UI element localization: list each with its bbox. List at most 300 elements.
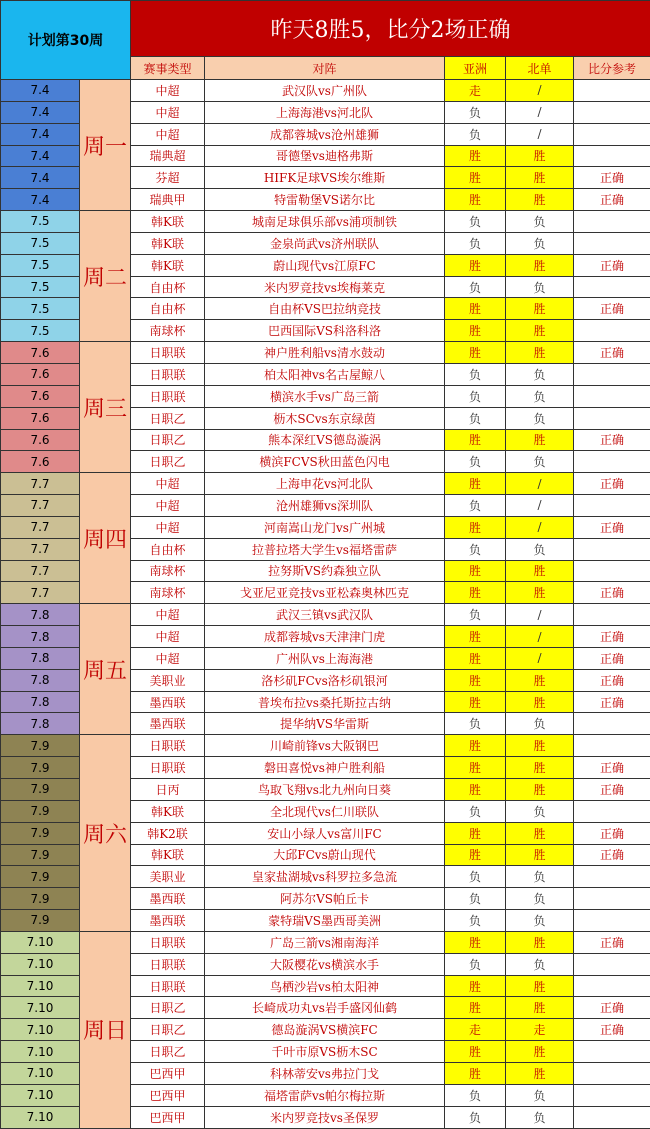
match-teams: 神户胜利船vs清水鼓动: [205, 342, 445, 364]
score-reference: [574, 1106, 650, 1128]
beidan-result: 负: [506, 866, 574, 888]
asia-result: 走: [445, 80, 506, 102]
score-reference: [574, 385, 650, 407]
match-teams: 成都蓉城vs天津津门虎: [205, 626, 445, 648]
beidan-result: 负: [506, 800, 574, 822]
league-type: 日职乙: [131, 1019, 205, 1041]
score-reference: 正确: [574, 342, 650, 364]
score-reference: [574, 407, 650, 429]
match-date: 7.5: [1, 211, 80, 233]
league-type: 日职乙: [131, 451, 205, 473]
league-type: 中超: [131, 495, 205, 517]
match-teams: 阿苏尔VS帕丘卡: [205, 888, 445, 910]
beidan-result: 胜: [506, 189, 574, 211]
match-teams: 千叶市原VS枥木SC: [205, 1041, 445, 1063]
asia-result: 负: [445, 866, 506, 888]
league-type: 日职联: [131, 757, 205, 779]
asia-result: 负: [445, 363, 506, 385]
match-date: 7.9: [1, 757, 80, 779]
match-date: 7.10: [1, 931, 80, 953]
table-row: [1, 211, 650, 233]
league-type: 墨西联: [131, 713, 205, 735]
league-type: 芬超: [131, 167, 205, 189]
match-teams: 蔚山现代vs江原FC: [205, 254, 445, 276]
match-teams: 蒙特瑞VS墨西哥美洲: [205, 910, 445, 932]
score-reference: 正确: [574, 298, 650, 320]
asia-result: 负: [445, 232, 506, 254]
league-type: 中超: [131, 604, 205, 626]
header-asia: 亚洲: [445, 57, 506, 80]
match-date: 7.7: [1, 582, 80, 604]
beidan-result: 胜: [506, 691, 574, 713]
asia-result: 走: [445, 1019, 506, 1041]
asia-result: 负: [445, 1106, 506, 1128]
match-date: 7.7: [1, 495, 80, 517]
asia-result: 胜: [445, 975, 506, 997]
asia-result: 胜: [445, 757, 506, 779]
beidan-result: 负: [506, 1084, 574, 1106]
league-type: 日职乙: [131, 1041, 205, 1063]
league-type: 瑞典超: [131, 145, 205, 167]
match-teams: 普埃布拉vs桑托斯拉古纳: [205, 691, 445, 713]
asia-result: 负: [445, 101, 506, 123]
asia-result: 胜: [445, 342, 506, 364]
asia-result: 负: [445, 123, 506, 145]
match-teams: 长崎成功丸vs岩手盛冈仙鹤: [205, 997, 445, 1019]
asia-result: 负: [445, 538, 506, 560]
score-reference: 正确: [574, 1019, 650, 1041]
beidan-result: 负: [506, 211, 574, 233]
match-teams: 广岛三箭vs湘南海洋: [205, 931, 445, 953]
match-teams: 沧州雄狮vs深圳队: [205, 495, 445, 517]
match-date: 7.4: [1, 145, 80, 167]
asia-result: 胜: [445, 145, 506, 167]
table-row: [1, 735, 650, 757]
match-date: 7.8: [1, 713, 80, 735]
score-reference: [574, 101, 650, 123]
asia-result: 负: [445, 888, 506, 910]
league-type: 日职联: [131, 363, 205, 385]
asia-result: 胜: [445, 560, 506, 582]
asia-result: 负: [445, 910, 506, 932]
asia-result: 负: [445, 953, 506, 975]
match-date: 7.9: [1, 844, 80, 866]
score-reference: [574, 80, 650, 102]
match-teams: 自由杯VS巴拉纳竞技: [205, 298, 445, 320]
asia-result: 胜: [445, 669, 506, 691]
league-type: 自由杯: [131, 276, 205, 298]
league-type: 韩K联: [131, 800, 205, 822]
weekday-label: 周五: [80, 604, 131, 735]
league-type: 南球杯: [131, 560, 205, 582]
beidan-result: 胜: [506, 1062, 574, 1084]
table-row: [1, 342, 650, 364]
match-teams: 鸟取飞翔vs北九州向日葵: [205, 779, 445, 801]
match-date: 7.4: [1, 101, 80, 123]
score-reference: 正确: [574, 997, 650, 1019]
match-date: 7.4: [1, 80, 80, 102]
asia-result: 胜: [445, 997, 506, 1019]
league-type: 日职乙: [131, 997, 205, 1019]
score-reference: [574, 1084, 650, 1106]
match-date: 7.7: [1, 538, 80, 560]
asia-result: 负: [445, 800, 506, 822]
asia-result: 胜: [445, 931, 506, 953]
league-type: 巴西甲: [131, 1062, 205, 1084]
match-date: 7.4: [1, 189, 80, 211]
score-reference: [574, 910, 650, 932]
asia-result: 胜: [445, 626, 506, 648]
league-type: 墨西联: [131, 910, 205, 932]
beidan-result: 胜: [506, 342, 574, 364]
score-reference: [574, 1062, 650, 1084]
league-type: 墨西联: [131, 888, 205, 910]
match-date: 7.8: [1, 626, 80, 648]
beidan-result: 胜: [506, 669, 574, 691]
score-reference: 正确: [574, 429, 650, 451]
beidan-result: 胜: [506, 735, 574, 757]
asia-result: 胜: [445, 516, 506, 538]
match-date: 7.5: [1, 254, 80, 276]
match-teams: 提华纳VS华雷斯: [205, 713, 445, 735]
beidan-result: 胜: [506, 779, 574, 801]
score-reference: [574, 975, 650, 997]
match-date: 7.10: [1, 1041, 80, 1063]
score-reference: 正确: [574, 582, 650, 604]
league-type: 日职联: [131, 342, 205, 364]
league-type: 中超: [131, 80, 205, 102]
beidan-result: 负: [506, 276, 574, 298]
score-reference: 正确: [574, 669, 650, 691]
weekday-label: 周六: [80, 735, 131, 932]
header-score-ref: 比分参考: [574, 57, 650, 80]
league-type: 自由杯: [131, 538, 205, 560]
score-reference: 正确: [574, 626, 650, 648]
asia-result: 胜: [445, 298, 506, 320]
match-date: 7.4: [1, 167, 80, 189]
match-date: 7.5: [1, 232, 80, 254]
beidan-result: 负: [506, 713, 574, 735]
score-reference: 正确: [574, 473, 650, 495]
score-reference: [574, 232, 650, 254]
league-type: 日职联: [131, 953, 205, 975]
match-teams: 金泉尚武vs济州联队: [205, 232, 445, 254]
league-type: 美职业: [131, 669, 205, 691]
beidan-result: 负: [506, 888, 574, 910]
match-date: 7.10: [1, 975, 80, 997]
beidan-result: 胜: [506, 254, 574, 276]
match-date: 7.5: [1, 320, 80, 342]
match-date: 7.8: [1, 691, 80, 713]
score-reference: [574, 276, 650, 298]
beidan-result: 胜: [506, 167, 574, 189]
score-reference: [574, 1041, 650, 1063]
beidan-result: 负: [506, 451, 574, 473]
match-date: 7.9: [1, 800, 80, 822]
weekday-label: 周日: [80, 931, 131, 1128]
beidan-result: 负: [506, 538, 574, 560]
league-type: 巴西甲: [131, 1106, 205, 1128]
score-reference: [574, 560, 650, 582]
beidan-result: /: [506, 80, 574, 102]
match-teams: 大阪樱花vs横滨水手: [205, 953, 445, 975]
match-teams: 上海海港vs河北队: [205, 101, 445, 123]
score-reference: [574, 866, 650, 888]
match-teams: 磐田喜悦vs神户胜利船: [205, 757, 445, 779]
league-type: 韩K联: [131, 844, 205, 866]
league-type: 韩K联: [131, 232, 205, 254]
league-type: 美职业: [131, 866, 205, 888]
asia-result: 负: [445, 1084, 506, 1106]
score-reference: [574, 451, 650, 473]
match-teams: 拉努斯VS约森独立队: [205, 560, 445, 582]
score-reference: 正确: [574, 779, 650, 801]
asia-result: 胜: [445, 429, 506, 451]
weekday-label: 周一: [80, 80, 131, 211]
match-teams: 洛杉矶FCvs洛杉矶银河: [205, 669, 445, 691]
match-teams: 戈亚尼亚竞技vs亚松森奥林匹克: [205, 582, 445, 604]
beidan-result: 负: [506, 407, 574, 429]
league-type: 日职联: [131, 385, 205, 407]
score-reference: [574, 145, 650, 167]
beidan-result: 负: [506, 1106, 574, 1128]
score-reference: [574, 538, 650, 560]
beidan-result: 胜: [506, 320, 574, 342]
match-teams: HIFK足球VS埃尔维斯: [205, 167, 445, 189]
league-type: 中超: [131, 626, 205, 648]
score-reference: 正确: [574, 516, 650, 538]
header-league-type: 赛事类型: [131, 57, 205, 80]
match-date: 7.5: [1, 276, 80, 298]
asia-result: 胜: [445, 254, 506, 276]
beidan-result: 胜: [506, 975, 574, 997]
match-date: 7.9: [1, 779, 80, 801]
weekday-label: 周四: [80, 473, 131, 604]
beidan-result: 负: [506, 910, 574, 932]
asia-result: 负: [445, 276, 506, 298]
league-type: 韩K联: [131, 254, 205, 276]
match-teams: 横滨水手vs广岛三箭: [205, 385, 445, 407]
asia-result: 胜: [445, 582, 506, 604]
beidan-result: /: [506, 495, 574, 517]
match-date: 7.10: [1, 1019, 80, 1041]
score-reference: 正确: [574, 931, 650, 953]
asia-result: 胜: [445, 822, 506, 844]
score-reference: [574, 363, 650, 385]
score-reference: [574, 735, 650, 757]
match-date: 7.8: [1, 647, 80, 669]
score-reference: [574, 211, 650, 233]
beidan-result: 负: [506, 385, 574, 407]
match-teams: 特雷勒堡VS诺尔比: [205, 189, 445, 211]
match-teams: 河南嵩山龙门vs广州城: [205, 516, 445, 538]
score-reference: 正确: [574, 691, 650, 713]
beidan-result: /: [506, 516, 574, 538]
league-type: 南球杯: [131, 582, 205, 604]
match-teams: 广州队vs上海海港: [205, 647, 445, 669]
league-type: 中超: [131, 101, 205, 123]
match-date: 7.6: [1, 363, 80, 385]
match-teams: 鸟栖沙岩vs柏太阳神: [205, 975, 445, 997]
beidan-result: /: [506, 101, 574, 123]
table-row: [1, 604, 650, 626]
match-teams: 成都蓉城vs沧州雄狮: [205, 123, 445, 145]
match-date: 7.9: [1, 735, 80, 757]
match-teams: 城南足球俱乐部vs浦项制铁: [205, 211, 445, 233]
score-reference: [574, 800, 650, 822]
asia-result: 胜: [445, 1062, 506, 1084]
match-teams: 德岛漩涡VS横滨FC: [205, 1019, 445, 1041]
league-type: 韩K联: [131, 211, 205, 233]
league-type: 瑞典甲: [131, 189, 205, 211]
score-reference: [574, 713, 650, 735]
league-type: 中超: [131, 516, 205, 538]
asia-result: 胜: [445, 320, 506, 342]
match-date: 7.10: [1, 1084, 80, 1106]
match-date: 7.6: [1, 429, 80, 451]
score-reference: 正确: [574, 167, 650, 189]
match-date: 7.5: [1, 298, 80, 320]
score-reference: [574, 953, 650, 975]
match-teams: 大邱FCvs蔚山现代: [205, 844, 445, 866]
match-teams: 福塔雷萨vs帕尔梅拉斯: [205, 1084, 445, 1106]
match-date: 7.9: [1, 866, 80, 888]
asia-result: 负: [445, 407, 506, 429]
match-teams: 安山小绿人vs富川FC: [205, 822, 445, 844]
asia-result: 胜: [445, 735, 506, 757]
asia-result: 胜: [445, 779, 506, 801]
match-teams: 哥德堡vs迪格弗斯: [205, 145, 445, 167]
score-reference: [574, 320, 650, 342]
beidan-result: 负: [506, 232, 574, 254]
league-type: 日职联: [131, 975, 205, 997]
weekday-label: 周二: [80, 211, 131, 342]
match-date: 7.10: [1, 1062, 80, 1084]
header-beidan: 北单: [506, 57, 574, 80]
beidan-result: 胜: [506, 298, 574, 320]
match-date: 7.7: [1, 560, 80, 582]
match-date: 7.6: [1, 342, 80, 364]
beidan-result: 负: [506, 363, 574, 385]
league-type: 日职联: [131, 735, 205, 757]
beidan-result: 胜: [506, 145, 574, 167]
score-reference: 正确: [574, 757, 650, 779]
beidan-result: 负: [506, 953, 574, 975]
weekday-label: 周三: [80, 342, 131, 473]
league-type: 韩K2联: [131, 822, 205, 844]
beidan-result: /: [506, 123, 574, 145]
header-match: 对阵: [205, 57, 445, 80]
match-teams: 柏太阳神vs名古屋鲸八: [205, 363, 445, 385]
match-date: 7.6: [1, 385, 80, 407]
asia-result: 胜: [445, 844, 506, 866]
match-date: 7.4: [1, 123, 80, 145]
match-teams: 川崎前锋vs大阪钢巴: [205, 735, 445, 757]
match-teams: 皇家盐湖城vs科罗拉多急流: [205, 866, 445, 888]
asia-result: 负: [445, 713, 506, 735]
match-date: 7.10: [1, 1106, 80, 1128]
asia-result: 胜: [445, 167, 506, 189]
score-reference: [574, 495, 650, 517]
beidan-result: 胜: [506, 931, 574, 953]
match-teams: 科林蒂安vs弗拉门戈: [205, 1062, 445, 1084]
league-type: 中超: [131, 123, 205, 145]
score-reference: [574, 888, 650, 910]
asia-result: 胜: [445, 473, 506, 495]
asia-result: 负: [445, 451, 506, 473]
league-type: 日职乙: [131, 429, 205, 451]
match-date: 7.6: [1, 451, 80, 473]
match-teams: 熊本深红VS德岛漩涡: [205, 429, 445, 451]
match-teams: 全北现代vs仁川联队: [205, 800, 445, 822]
table-row: [1, 473, 650, 495]
asia-result: 胜: [445, 1041, 506, 1063]
score-reference: 正确: [574, 254, 650, 276]
league-type: 自由杯: [131, 298, 205, 320]
match-date: 7.10: [1, 953, 80, 975]
league-type: 中超: [131, 647, 205, 669]
beidan-result: 胜: [506, 429, 574, 451]
score-reference: [574, 123, 650, 145]
match-teams: 枥木SCvs东京绿茵: [205, 407, 445, 429]
league-type: 南球杯: [131, 320, 205, 342]
asia-result: 负: [445, 495, 506, 517]
beidan-result: 胜: [506, 582, 574, 604]
match-date: 7.10: [1, 997, 80, 1019]
beidan-result: /: [506, 473, 574, 495]
match-teams: 横滨FCVS秋田蓝色闪电: [205, 451, 445, 473]
match-teams: 上海申花vs河北队: [205, 473, 445, 495]
beidan-result: 走: [506, 1019, 574, 1041]
league-type: 中超: [131, 473, 205, 495]
score-reference: 正确: [574, 822, 650, 844]
plan-week-label: 计划第30周: [1, 1, 131, 80]
beidan-result: 胜: [506, 844, 574, 866]
match-teams: 米内罗竞技vs埃梅莱克: [205, 276, 445, 298]
beidan-result: 胜: [506, 822, 574, 844]
league-type: 日职乙: [131, 407, 205, 429]
match-date: 7.7: [1, 473, 80, 495]
match-date: 7.6: [1, 407, 80, 429]
match-date: 7.9: [1, 910, 80, 932]
match-teams: 武汉队vs广州队: [205, 80, 445, 102]
league-type: 日职联: [131, 931, 205, 953]
score-reference: 正确: [574, 647, 650, 669]
league-type: 墨西联: [131, 691, 205, 713]
match-date: 7.9: [1, 822, 80, 844]
match-date: 7.7: [1, 516, 80, 538]
asia-result: 负: [445, 385, 506, 407]
match-teams: 拉普拉塔大学生vs福塔雷萨: [205, 538, 445, 560]
score-reference: [574, 604, 650, 626]
beidan-result: 胜: [506, 1041, 574, 1063]
asia-result: 负: [445, 211, 506, 233]
league-type: 日丙: [131, 779, 205, 801]
table-row: [1, 80, 650, 102]
beidan-result: 胜: [506, 560, 574, 582]
asia-result: 负: [445, 604, 506, 626]
beidan-result: 胜: [506, 757, 574, 779]
asia-result: 胜: [445, 647, 506, 669]
summary-banner: 昨天8胜5，比分2场正确: [131, 1, 650, 57]
beidan-result: 胜: [506, 997, 574, 1019]
match-date: 7.9: [1, 888, 80, 910]
beidan-result: /: [506, 626, 574, 648]
match-date: 7.8: [1, 669, 80, 691]
match-teams: 巴西国际VS科洛科洛: [205, 320, 445, 342]
score-reference: 正确: [574, 844, 650, 866]
beidan-result: /: [506, 647, 574, 669]
